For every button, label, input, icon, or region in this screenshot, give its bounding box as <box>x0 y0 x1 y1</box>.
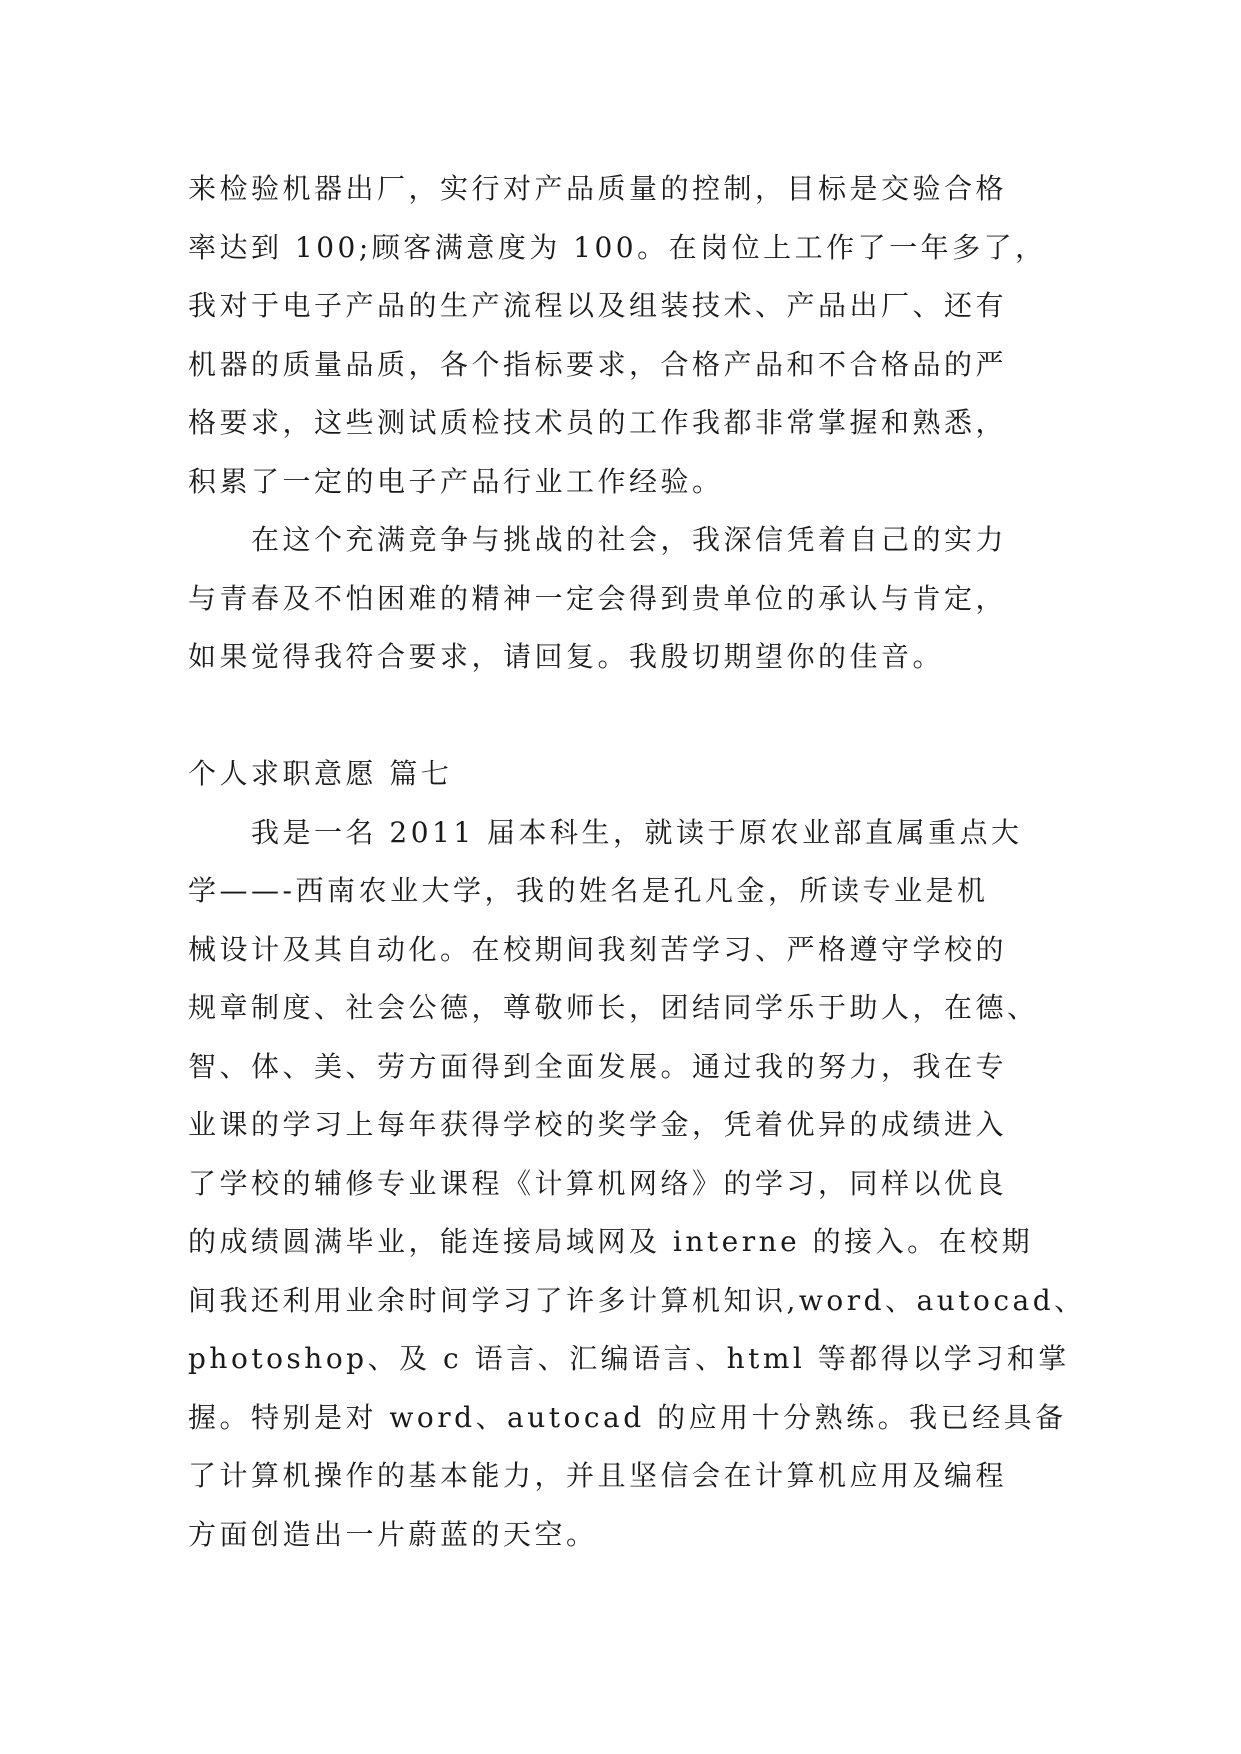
text-line: 学——-西南农业大学，我的姓名是孔凡金，所读专业是机 <box>188 874 989 907</box>
text-line: 机器的质量品质，各个指标要求，合格产品和不合格品的严 <box>188 347 1008 381</box>
text-line: 来检验机器出厂，实行对产品质量的控制，目标是交验合格 <box>188 172 1008 205</box>
text-line: 我对于电子产品的生产流程以及组装技术、产品出厂、还有 <box>188 289 1008 322</box>
paragraph-1 <box>188 160 1068 511</box>
text-line: 握。特别是对 word、autocad 的应用十分熟练。我已经具备 <box>188 1400 1067 1434</box>
text-line: 了学校的辅修专业课程《计算机网络》的学习，同样以优良 <box>188 1166 1008 1200</box>
text-line: 在这个充满竞争与挑战的社会，我深信凭着自己的实力 <box>188 523 1008 556</box>
text-line: 械设计及其自动化。在校期间我刻苦学习、严格遵守学校的 <box>188 932 1008 966</box>
text-line: 间我还利用业余时间学习了许多计算机知识,word、autocad、 <box>188 1283 1086 1317</box>
text-line: 方面创造出一片蔚蓝的天空。 <box>188 1517 598 1551</box>
text-line: 智、体、美、劳方面得到全面发展。通过我的努力，我在专 <box>188 1049 1008 1083</box>
text-line: 如果觉得我符合要求，请回复。我殷切期望你的佳音。 <box>188 640 945 673</box>
document-body <box>188 160 1086 1564</box>
paragraph-3 <box>188 804 1086 1565</box>
text-line: 规章制度、社会公德，尊敬师长，团结同学乐于助人，在德、 <box>188 991 1039 1024</box>
text-line: 格要求，这些测试质检技术员的工作我都非常掌握和熟悉， <box>188 406 1008 439</box>
section-spacer <box>188 687 1068 746</box>
paragraph-2 <box>188 511 1068 687</box>
text-line: 率达到 100;顾客满意度为 100。在岗位上工作了一年多了， <box>188 230 1047 264</box>
text-line: 了计算机操作的基本能力，并且坚信会在计算机应用及编程 <box>188 1459 1008 1492</box>
text-line: 与青春及不怕困难的精神一定会得到贵单位的承认与肯定， <box>188 581 1008 615</box>
text-line: 的成绩圆满毕业，能连接局域网及 interne 的接入。在校期 <box>188 1225 1034 1258</box>
text-line: 我是一名 2011 届本科生，就读于原农业部直属重点大 <box>188 815 1023 849</box>
text-line: 业课的学习上每年获得学校的奖学金，凭着优异的成绩进入 <box>188 1108 1008 1141</box>
text-line: photoshop、及 c 语言、汇编语言、html 等都得以学习和掌 <box>188 1342 1070 1375</box>
section-heading: 个人求职意愿 篇七 <box>188 757 453 790</box>
text-line: 积累了一定的电子产品行业工作经验。 <box>188 464 724 498</box>
